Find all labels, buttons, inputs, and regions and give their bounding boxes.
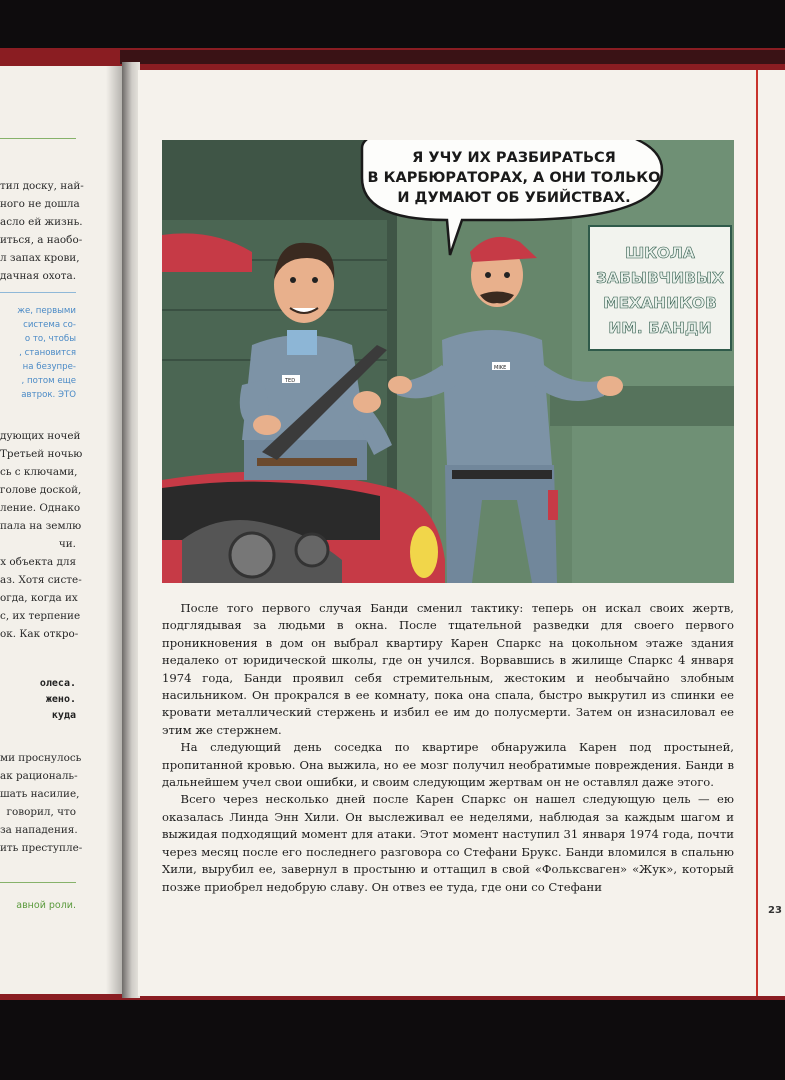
left-page-line: ми проснулось — [0, 752, 82, 764]
left-page-shadow — [106, 66, 122, 994]
left-page-line: пала на землю — [0, 520, 82, 532]
left-page-line: за нападения. — [0, 824, 78, 836]
sign-line: ИМ. БАНДИ — [608, 319, 712, 337]
comic-illustration — [162, 140, 734, 583]
mike-name-tag: MIKE — [494, 365, 507, 371]
left-page-line: дачная охота. — [0, 270, 77, 282]
car-headlight — [410, 526, 438, 578]
sign-line: ШКОЛА — [625, 244, 695, 262]
sidebar-line: , потом еще — [21, 376, 76, 386]
paragraph: Всего через несколько дней после Карен Спаркс он нашел следующую цель — ею оказалась Линда Энн Хили. Он выслеживал ее неделями, наблюдая за каждым шагом и выжидая подходящий момент для атаки. Этот момент наступил 31 января 1974 года, почти через месяц после его последнего разговора со Стефани Брукс. Банди вломился в спальню Хили, вырубил ее, завернул в простыню и оттащил в свой «Фольксваген» «Жук», который позже приобрел недобрую славу. Он отвез ее туда, где они со Стефани — [162, 792, 734, 894]
sidebar-line: , становится — [19, 348, 76, 358]
left-page-line: ак рациональ- — [0, 770, 78, 782]
left-page-line: Третьей ночью — [0, 448, 83, 460]
speech-line: И ДУМАЮТ ОБ УБИЙСТВАХ. — [397, 190, 631, 206]
left-page-line: дующих ночей — [0, 430, 81, 442]
comic-panel — [162, 140, 734, 583]
left-page-line: тил доску, най- — [0, 180, 84, 192]
left-page-line: х объекта для — [0, 556, 76, 568]
left-page-line: говорил, что — [6, 806, 76, 818]
paragraph: После того первого случая Банди сменил тактику: теперь он искал своих жертв, подглядывая за людьми в окна. После тщательной разведки для своего первого проникновения в дом он выбрал квартиру Карен Спаркс на цокольном этаже здания недалеко от юридической школы, где он учился. Ворвавшись в жилище Спаркс 4 января 1974 года, Банди проявил себя стремительным, жестоким и необычайно злобным насильником. Он прокрался в ее комнату, пока она спала, быстро выкрутил из спинки ее кровати металлический стержень и избил ее им до полусмерти. Затем он изнасиловал ее этим же стержнем. — [162, 601, 734, 737]
sign-line: МЕХАНИКОВ — [603, 294, 717, 312]
left-page-line: ного не дошла — [0, 198, 80, 210]
sign-line: ЗАБЫВЧИВЫХ — [595, 269, 725, 287]
paragraph: На следующий день соседка по квартире обнаружила Карен под простыней, пропитанной кровью. Она выжила, но ее мозг получил необратимые повреждения. Банди в дальнейшем учел свои ошибки, и своим следующим жертвам он не оставлял даже этого. — [162, 740, 734, 790]
speech-line: В КАРБЮРАТОРАХ, А ОНИ ТОЛЬКО — [367, 170, 661, 186]
garage-door-top — [162, 140, 392, 220]
left-page-line: огда, когда их — [0, 592, 78, 604]
code-line: жено. — [45, 694, 76, 705]
right-page-edge — [756, 70, 758, 996]
left-page-line: голове доской, — [0, 484, 82, 496]
cover-edge — [120, 50, 785, 64]
sidebar-line: же, первыми — [17, 306, 76, 316]
sidebar-line: о то, чтобы — [24, 334, 76, 344]
left-page-line: иться, а наобо- — [0, 234, 83, 246]
left-page-line: аз. Хотя систе- — [0, 574, 82, 586]
left-page-line: ление. Однако — [0, 502, 81, 514]
code-line: олеса. — [39, 678, 76, 689]
left-page-line: чи. — [58, 538, 76, 550]
speech-line: Я УЧУ ИХ РАЗБИРАТЬСЯ — [412, 150, 616, 166]
left-page-rule-top — [0, 138, 76, 139]
left-page-sidebar-rule — [0, 292, 76, 293]
left-page-line: асло ей жизнь. — [0, 216, 83, 228]
left-page-line: шать насилие, — [0, 788, 80, 800]
left-page-rule-bottom — [0, 882, 76, 883]
sidebar-line: система со- — [23, 320, 76, 330]
left-page — [0, 66, 122, 994]
body-text — [162, 600, 734, 896]
left-page-footer: авной роли. — [16, 900, 76, 911]
left-page-line: с, их терпение — [0, 610, 81, 622]
ted-name-tag: TED — [285, 378, 296, 384]
left-page-line: ок. Как откро- — [0, 628, 79, 640]
left-page-line: ить преступле- — [0, 842, 83, 854]
sidebar-line: на безупре- — [22, 362, 76, 372]
left-page-line: л запах крови, — [0, 252, 80, 264]
left-page-line: сь с ключами, — [0, 466, 78, 478]
sidebar-line: автрок. ЭТО — [21, 390, 76, 400]
page-number: 23 — [768, 905, 782, 916]
code-line: куда — [51, 710, 76, 721]
